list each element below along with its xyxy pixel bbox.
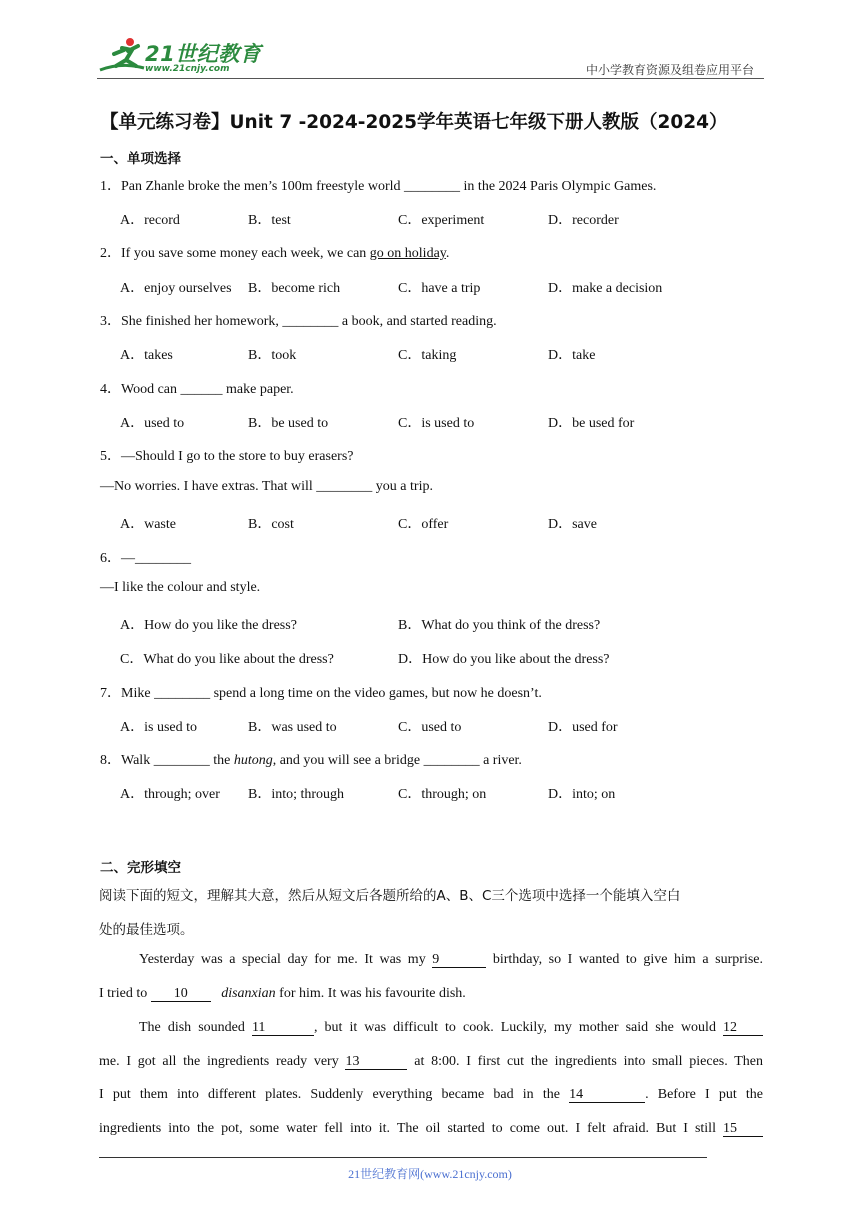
q2-option-d: D．make a decision xyxy=(548,281,663,296)
q7-option-d: D．used for xyxy=(548,720,618,735)
q7-option-a: A．is used to xyxy=(120,720,197,735)
q5-option-d: D．save xyxy=(548,517,597,532)
q4-option-b: B．be used to xyxy=(248,416,329,431)
question-5-stem: 5．—Should I go to the store to buy erasers? xyxy=(100,449,354,464)
q1-option-d: D．recorder xyxy=(548,213,619,228)
q4-option-d: D．be used for xyxy=(548,416,635,431)
q6-option-d: D．How do you like about the dress? xyxy=(398,652,610,667)
header-divider xyxy=(97,78,764,79)
header-platform-name: 中小学教育资源及组卷应用平台 xyxy=(585,63,754,77)
logo-text: 21世纪教育 xyxy=(145,42,262,66)
q1-option-c: C．experiment xyxy=(398,213,485,228)
q8-option-b: B．into; through xyxy=(248,787,345,802)
cloze-line-5: I put them into different plates. Suddenly everything became bad in the 14 . Before I put the xyxy=(99,1087,763,1102)
blank-10: 10 xyxy=(151,987,211,1002)
section-heading-cloze: 二、完形填空 xyxy=(100,860,181,876)
q4-option-a: A．used to xyxy=(120,416,185,431)
question-1-stem: 1．Pan Zhanle broke the men’s 100m freestyle world ________ in the 2024 Paris Olympic Games. xyxy=(100,179,657,194)
q6-option-c: C．What do you like about the dress? xyxy=(120,652,334,667)
q5-option-b: B．cost xyxy=(248,517,294,532)
q7-option-b: B．was used to xyxy=(248,720,337,735)
q2-option-b: B．become rich xyxy=(248,281,341,296)
question-6-stem: 6．—________ xyxy=(100,551,191,566)
footer-link[interactable]: 21世纪教育网(www.21cnjy.com) xyxy=(348,1167,512,1181)
question-6-line2: —I like the colour and style. xyxy=(100,580,261,595)
q1-option-a: A．record xyxy=(120,213,180,228)
q3-option-c: C．taking xyxy=(398,348,457,363)
q2-option-a: A．enjoy ourselves xyxy=(120,281,232,296)
q3-option-a: A．takes xyxy=(120,348,173,363)
blank-15: 15 xyxy=(723,1122,763,1137)
cloze-line-1: Yesterday was a special day for me. It was my 9 birthday, so I wanted to give him a surprise. xyxy=(139,952,763,967)
blank-14: 14 xyxy=(569,1088,645,1103)
q7-option-c: C．used to xyxy=(398,720,462,735)
q2-option-c: C．have a trip xyxy=(398,281,481,296)
q8-option-d: D．into; on xyxy=(548,787,616,802)
question-2-stem: 2．If you save some money each week, we can go on holiday. xyxy=(100,246,450,261)
q1-option-b: B．test xyxy=(248,213,291,228)
q3-option-d: D．take xyxy=(548,348,596,363)
blank-11: 11 xyxy=(252,1021,314,1036)
q5-option-c: C．offer xyxy=(398,517,449,532)
cloze-instructions-line2: 处的最佳选项。 xyxy=(99,922,194,938)
cloze-line-4: me. I got all the ingredients ready very 13 at 8:00. I first cut the ingredients into small pieces. Then xyxy=(99,1054,763,1069)
q5-option-a: A．waste xyxy=(120,517,176,532)
logo-subtext: www.21cnjy.com xyxy=(145,64,230,74)
section-heading-single-choice: 一、单项选择 xyxy=(100,151,181,167)
cloze-instructions-line1: 阅读下面的短文，理解其大意，然后从短文后各题所给的A、B、C三个选项中选择一个能填入空白 xyxy=(99,888,681,904)
cloze-line-2: I tried to 10 disanxian for him. It was his favourite dish. xyxy=(99,986,466,1001)
blank-12: 12 xyxy=(723,1021,763,1036)
q8-option-a: A．through; over xyxy=(120,787,220,802)
question-7-stem: 7．Mike ________ spend a long time on the video games, but now he doesn’t. xyxy=(100,686,542,701)
page-title: 【单元练习卷】Unit 7 -2024-2025学年英语七年级下册人教版（2024） xyxy=(100,112,728,133)
cloze-line-6: ingredients into the pot, some water fell into it. The oil started to come out. I felt afraid. But I still 15 xyxy=(99,1121,763,1137)
cloze-line-3: The dish sounded 11 , but it was difficult to cook. Luckily, my mother said she would 12 xyxy=(139,1020,763,1036)
question-8-stem: 8．Walk ________ the hutong, and you will see a bridge ________ a river. xyxy=(100,753,522,768)
blank-13: 13 xyxy=(345,1055,407,1070)
blank-9: 9 xyxy=(432,953,486,968)
question-3-stem: 3．She finished her homework, ________ a book, and started reading. xyxy=(100,314,497,329)
question-5-line2: —No worries. I have extras. That will ________ you a trip. xyxy=(100,479,433,494)
q3-option-b: B．took xyxy=(248,348,297,363)
q6-option-a: A．How do you like the dress? xyxy=(120,618,297,633)
question-4-stem: 4．Wood can ______ make paper. xyxy=(100,382,294,397)
q8-option-c: C．through; on xyxy=(398,787,487,802)
q4-option-c: C．is used to xyxy=(398,416,475,431)
q6-option-b: B．What do you think of the dress? xyxy=(398,618,601,633)
footer-divider xyxy=(99,1157,707,1158)
